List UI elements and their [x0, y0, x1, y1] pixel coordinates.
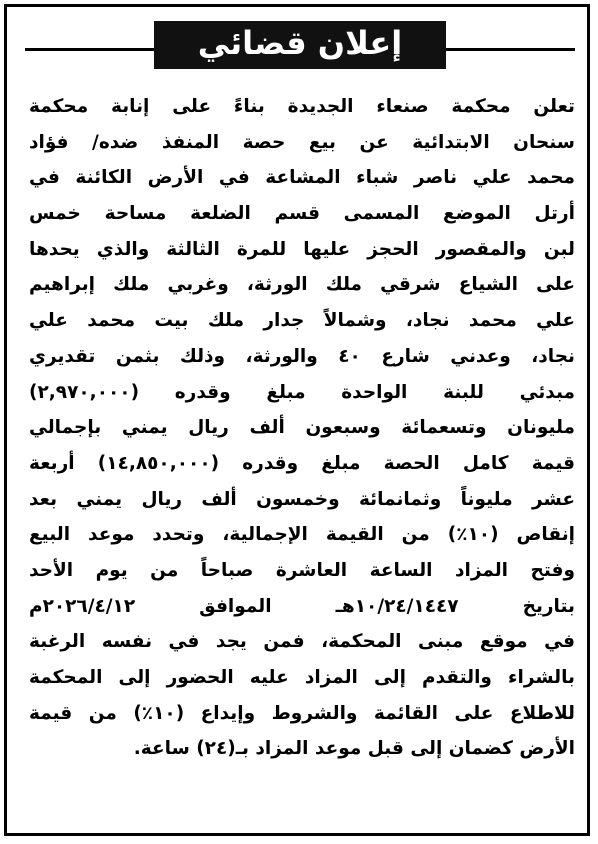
text-line: في موقع مبنى المحكمة، فمن يجد في نفسه الرغبة: [29, 631, 575, 653]
text-line: مليونان وتسعمائة وسبعون ألف ريال يمني بإجمالي: [29, 417, 575, 439]
text-line: للاطلاع على القائمة والشروط وإيداع (١٠٪) من قيمة: [29, 702, 575, 724]
notice-body: [29, 89, 575, 767]
text-line: سنحان الابتدائية عن بيع حصة المنفذ ضده/ فؤاد: [29, 131, 575, 153]
text-line: علي محمد نجاد، وشمالاً جدار ملك بيت محمد علي: [29, 310, 575, 332]
notice-title: إعلان قضائي: [154, 21, 446, 69]
text-line: نجاد، وعدني شارع ٤٠ والورثة، وذلك بثمن تقديري: [29, 345, 575, 367]
text-line: الأرض كضمان إلى قبل موعد المزاد بـ(٢٤) ساعة.: [133, 738, 575, 760]
text-line: وفتح المزاد الساعة العاشرة صباحاً من يوم الأحد: [29, 559, 575, 581]
text-line: على الشياع شرقي ملك الورثة، وغربي ملك إبراهيم: [29, 274, 575, 296]
text-line: بتاريخ ١٠/٢٤/١٤٤٧هـ الموافق ٢٠٢٦/٤/١٢م: [29, 595, 575, 617]
text-line: أرتل الموضع المسمى قسم الضلعة مساحة خمس: [29, 203, 575, 225]
text-line: تعلن محكمة صنعاء الجديدة بناءً على إنابة محكمة: [29, 96, 575, 117]
text-line: مبدئي للبنة الواحدة مبلغ وقدره (٢,٩٧٠,٠٠٠): [29, 381, 575, 403]
judicial-notice: [4, 4, 590, 836]
text-line: قيمة كامل الحصة مبلغ وقدره (١٤,٨٥٠,٠٠٠) أربعة: [29, 452, 575, 474]
text-line: عشر مليوناً وثمانمائة وخمسون ألف ريال يمني بعد: [29, 488, 575, 510]
text-line: لبن والمقصور الحجز عليها للمرة الثالثة والذي يحدها: [29, 238, 575, 260]
text-line: محمد علي ناصر شباء المشاعة في الأرض الكائنة في: [29, 167, 575, 189]
title-band: [25, 21, 575, 69]
text-line: إنقاص (١٠٪) من القيمة الإجمالية، وتحدد موعد البيع: [29, 524, 575, 546]
text-line: بالشراء والتقدم إلى المزاد عليه الحضور إلى المحكمة: [29, 667, 575, 688]
